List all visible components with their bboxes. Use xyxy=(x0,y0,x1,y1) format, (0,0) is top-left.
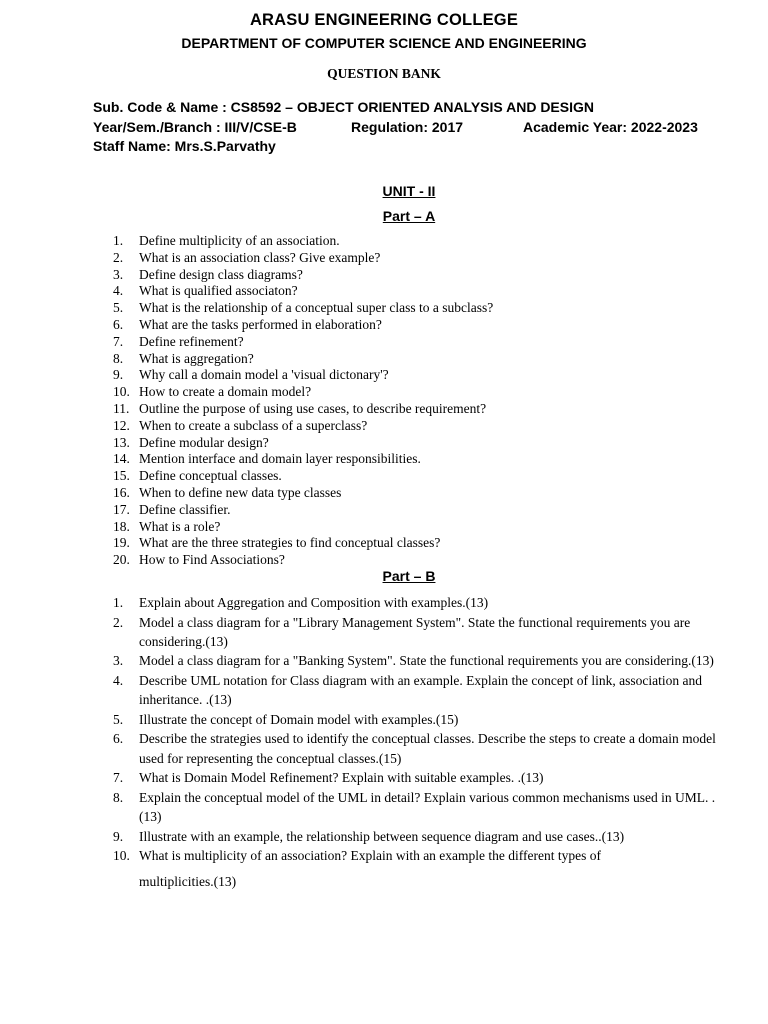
department-name: DEPARTMENT OF COMPUTER SCIENCE AND ENGINEERING xyxy=(181,35,587,51)
question-number: 14. xyxy=(113,451,130,467)
question-item xyxy=(113,671,725,709)
question-text: Explain the conceptual model of the UML in detail? Explain various common mechanisms used in UML. .(13) xyxy=(139,789,716,824)
question-number: 3. xyxy=(113,653,124,669)
question-text: What is qualified associaton? xyxy=(139,283,298,299)
question-number: 3. xyxy=(113,266,124,282)
year-sem-branch: Year/Sem./Branch : III/V/CSE-B xyxy=(93,119,297,135)
question-item xyxy=(113,788,725,826)
question-item xyxy=(113,367,493,384)
question-item xyxy=(113,768,725,787)
regulation: Regulation: 2017 xyxy=(351,119,464,135)
question-text: Define conceptual classes. xyxy=(139,468,282,484)
question-number: 12. xyxy=(113,417,130,433)
question-number: 10. xyxy=(113,848,130,864)
question-number: 9. xyxy=(113,828,124,844)
question-number: 1. xyxy=(113,595,124,610)
question-text: Model a class diagram for a "Banking System". State the functional requirements you are considering.(13) xyxy=(139,653,714,669)
question-item xyxy=(113,613,725,651)
staff-name: Staff Name: Mrs.S.Parvathy xyxy=(93,138,276,154)
year-line xyxy=(93,119,698,135)
question-text: Define classifier. xyxy=(139,501,231,517)
subject-line: Sub. Code & Name : CS8592 – OBJECT ORIENTED ANALYSIS AND DESIGN xyxy=(93,99,594,115)
question-text: Define multiplicity of an association. xyxy=(139,233,340,248)
question-number: 1. xyxy=(113,233,124,248)
question-number: 10. xyxy=(113,384,130,400)
part-b-question-list xyxy=(113,593,725,892)
part-b-heading: Part – B xyxy=(382,568,436,584)
question-number: 5. xyxy=(113,300,124,316)
question-number: 2. xyxy=(113,614,124,630)
question-text: Describe the strategies used to identify the conceptual classes. Describe the steps to create a domain model used for representing the conceptual classes.(15) xyxy=(139,731,716,766)
question-text: When to create a subclass of a superclass? xyxy=(139,417,368,433)
question-text: Define refinement? xyxy=(139,333,244,349)
question-number: 7. xyxy=(113,333,124,349)
question-item xyxy=(113,552,493,569)
question-number: 8. xyxy=(113,789,124,805)
question-item xyxy=(113,502,493,519)
question-item xyxy=(113,317,493,334)
question-text: Outline the purpose of using use cases, to describe requirement? xyxy=(139,400,487,416)
question-text: What is Domain Model Refinement? Explain with suitable examples. .(13) xyxy=(139,770,544,786)
question-item xyxy=(113,710,725,729)
question-text: What is multiplicity of an association? Explain with an example the different types of xyxy=(139,848,601,864)
question-item xyxy=(113,593,725,612)
question-item xyxy=(113,267,493,284)
question-number: 6. xyxy=(113,316,124,332)
question-text: How to create a domain model? xyxy=(139,384,312,400)
question-item xyxy=(113,334,493,351)
question-number: 19. xyxy=(113,535,130,551)
question-number: 2. xyxy=(113,249,124,265)
question-number: 16. xyxy=(113,484,130,500)
part-a-heading: Part – A xyxy=(382,208,436,224)
question-text: What is aggregation? xyxy=(139,350,254,366)
question-item xyxy=(113,435,493,452)
question-item xyxy=(113,468,493,485)
question-text: When to define new data type classes xyxy=(139,484,342,500)
part-a-question-list xyxy=(113,233,493,569)
question-item xyxy=(113,250,493,267)
question-text: Why call a domain model a 'visual dictonary'? xyxy=(139,367,389,383)
question-text: What is the relationship of a conceptual super class to a subclass? xyxy=(139,300,494,316)
question-number: 9. xyxy=(113,367,124,383)
question-number: 20. xyxy=(113,552,130,568)
question-text: Illustrate the concept of Domain model with examples.(15) xyxy=(139,711,459,727)
question-text: Define design class diagrams? xyxy=(139,266,303,282)
question-item xyxy=(113,485,493,502)
question-item xyxy=(113,418,493,435)
question-number: 4. xyxy=(113,672,124,688)
question-text: How to Find Associations? xyxy=(139,552,285,568)
question-item xyxy=(113,519,493,536)
question-text: What is a role? xyxy=(139,518,221,534)
question-number: 8. xyxy=(113,350,124,366)
question-text: Mention interface and domain layer responsibilities. xyxy=(139,451,421,467)
academic-year: Academic Year: 2022-2023 xyxy=(523,119,698,135)
question-text: Describe UML notation for Class diagram with an example. Explain the concept of link, association and inheritance. .(13) xyxy=(139,672,702,708)
question-item xyxy=(113,535,493,552)
question-number: 15. xyxy=(113,468,130,484)
question-item xyxy=(113,233,493,250)
question-text: Define modular design? xyxy=(139,434,269,450)
question-text: Explain about Aggregation and Composition with examples.(13) xyxy=(139,595,489,610)
question-item xyxy=(113,846,725,891)
college-name: ARASU ENGINEERING COLLEGE xyxy=(249,11,519,29)
question-number: 18. xyxy=(113,518,130,534)
question-text: Illustrate with an example, the relationship between sequence diagram and use cases..(13) xyxy=(139,828,625,844)
document-type: QUESTION BANK xyxy=(327,66,441,81)
question-item xyxy=(113,401,493,418)
question-item xyxy=(113,384,493,401)
question-item xyxy=(113,451,493,468)
question-number: 6. xyxy=(113,731,124,747)
question-number: 11. xyxy=(113,400,130,416)
question-number: 4. xyxy=(113,283,124,299)
question-number: 7. xyxy=(113,770,124,786)
question-item xyxy=(113,351,493,368)
question-text: Model a class diagram for a "Library Management System". State the functional requirements you are considering.(13) xyxy=(139,614,691,649)
question-item xyxy=(113,300,493,317)
question-text: What are the tasks performed in elaboration? xyxy=(139,316,382,332)
question-item xyxy=(113,827,725,846)
question-number: 17. xyxy=(113,501,130,517)
question-item xyxy=(113,729,725,767)
question-number: 13. xyxy=(113,434,130,450)
question-item xyxy=(113,651,725,670)
question-item xyxy=(113,283,493,300)
unit-heading: UNIT - II xyxy=(382,183,436,199)
question-text: What are the three strategies to find conceptual classes? xyxy=(139,535,441,551)
question-text-continuation: multiplicities.(13) xyxy=(139,874,237,890)
question-number: 5. xyxy=(113,711,124,727)
question-text: What is an association class? Give example? xyxy=(139,249,381,265)
